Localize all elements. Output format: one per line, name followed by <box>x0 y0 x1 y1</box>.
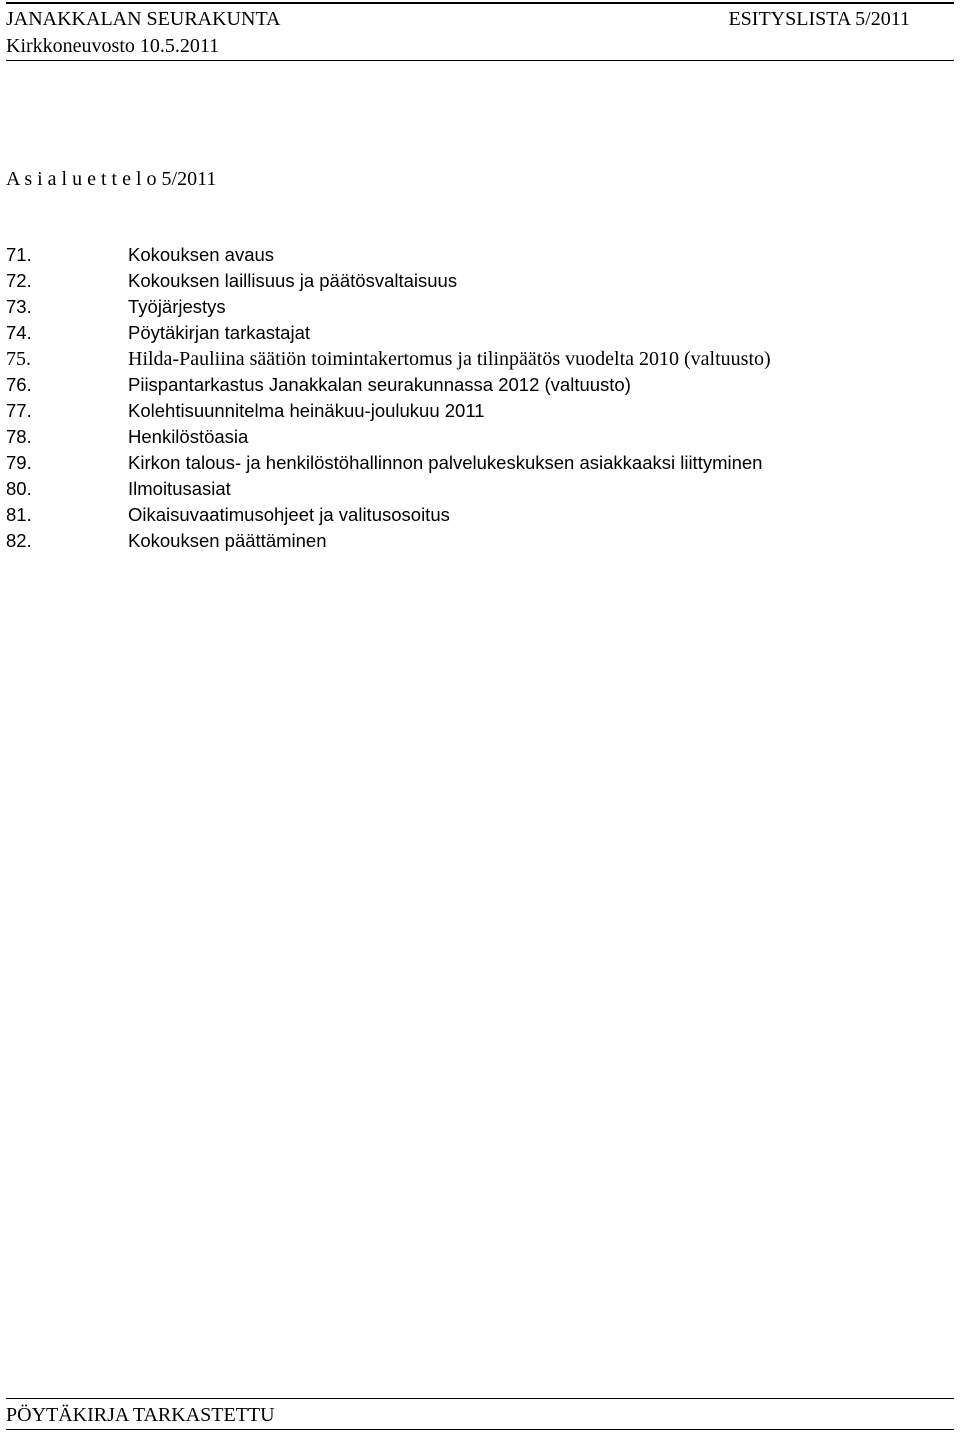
agenda-title: A s i a l u e t t e l o 5/2011 <box>6 168 217 190</box>
agenda-item-text: Pöytäkirjan tarkastajat <box>128 322 311 343</box>
agenda-item <box>6 372 946 398</box>
agenda-item-number: 79. <box>6 452 32 473</box>
agenda-item-number: 77. <box>6 400 32 421</box>
agenda-list <box>6 242 946 554</box>
agenda-item <box>6 268 946 294</box>
agenda-item-text: Oikaisuvaatimusohjeet ja valitusosoitus <box>128 504 450 525</box>
agenda-item-text: Piispantarkastus Janakkalan seurakunnassa 2012 (valtuusto) <box>128 374 631 395</box>
header-bottom-rule <box>6 60 954 61</box>
agenda-item-number: 81. <box>6 504 32 525</box>
header-top-rule <box>6 2 954 4</box>
agenda-item-number: 80. <box>6 478 32 499</box>
agenda-item <box>6 398 946 424</box>
agenda-item-text: Kirkon talous- ja henkilöstöhallinnon palvelukeskuksen asiakkaaksi liittyminen <box>128 452 763 473</box>
agenda-item-text: Kolehtisuunnitelma heinäkuu-joulukuu 2011 <box>128 400 485 421</box>
agenda-item <box>6 294 946 320</box>
footer-bottom-rule <box>6 1429 954 1430</box>
agenda-item-text: Ilmoitusasiat <box>128 478 231 499</box>
agenda-item <box>6 424 946 450</box>
header-row-bottom <box>6 33 954 59</box>
agenda-item-number: 75. <box>6 348 31 370</box>
agenda-item <box>6 320 946 346</box>
agenda-item <box>6 450 946 476</box>
footer-rule <box>6 1398 954 1399</box>
agenda-item-number: 76. <box>6 374 32 395</box>
organization-name: JANAKKALAN SEURAKUNTA <box>6 8 281 30</box>
agenda-item-number: 78. <box>6 426 32 447</box>
agenda-item-text: Työjärjestys <box>128 296 226 317</box>
agenda-item <box>6 346 946 372</box>
footer-text: PÖYTÄKIRJA TARKASTETTU <box>6 1404 275 1426</box>
header-row-top <box>6 6 954 32</box>
agenda-item-number: 82. <box>6 530 32 551</box>
document-label: ESITYSLISTA 5/2011 <box>728 8 910 30</box>
agenda-item <box>6 476 946 502</box>
agenda-item-text: Hilda-Pauliina säätiön toimintakertomus ja tilinpäätös vuodelta 2010 (valtuusto) <box>128 348 771 370</box>
agenda-item <box>6 242 946 268</box>
meeting-name: Kirkkoneuvosto 10.5.2011 <box>6 35 220 57</box>
agenda-item-number: 72. <box>6 270 32 291</box>
agenda-item-number: 73. <box>6 296 32 317</box>
agenda-item-number: 71. <box>6 244 32 265</box>
agenda-item-text: Henkilöstöasia <box>128 426 249 447</box>
agenda-item-text: Kokouksen päättäminen <box>128 530 327 551</box>
agenda-item-text: Kokouksen avaus <box>128 244 275 265</box>
agenda-item <box>6 528 946 554</box>
agenda-item-text: Kokouksen laillisuus ja päätösvaltaisuus <box>128 270 458 291</box>
agenda-item-number: 74. <box>6 322 32 343</box>
agenda-item <box>6 502 946 528</box>
